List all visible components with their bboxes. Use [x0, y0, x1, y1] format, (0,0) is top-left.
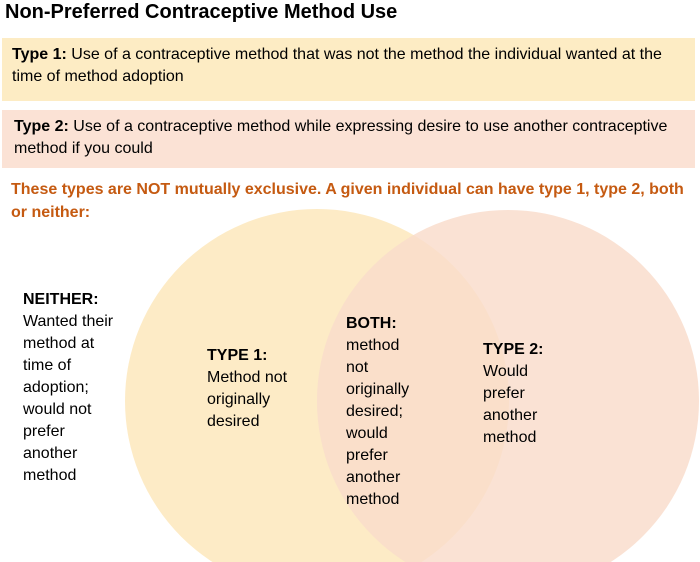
type1-definition-label: Type 1:: [12, 46, 67, 63]
exclusivity-note: These types are NOT mutually exclusive. A given individual can have type 1, type 2, both or neither:: [11, 181, 684, 221]
neither-text: Wanted their method at time of adoption; would not prefer another method: [23, 313, 114, 484]
both-region-text: method not originally desired; would prefer another method: [346, 337, 410, 508]
type2-definition-label: Type 2:: [14, 118, 69, 135]
type1-region-text: Method not originally desired: [207, 369, 288, 430]
neither-heading: NEITHER:: [23, 291, 99, 308]
both-region-heading: BOTH:: [346, 315, 397, 332]
type2-region-text: Would prefer another method: [483, 363, 538, 446]
both-region-label: [346, 313, 426, 511]
type2-definition-text: Use of a contraceptive method while expressing desire to use another contraceptive method if you could: [14, 118, 668, 157]
type1-definition-text: Use of a contraceptive method that was not the method the individual wanted at the time of method adoption: [12, 46, 662, 85]
type1-region-label: [207, 345, 297, 433]
type1-region-heading: TYPE 1:: [207, 347, 268, 364]
neither-label: [23, 289, 115, 487]
type2-region-heading: TYPE 2:: [483, 341, 544, 358]
page-title: Non-Preferred Contraceptive Method Use: [5, 1, 398, 23]
type2-region-label: [483, 339, 573, 449]
